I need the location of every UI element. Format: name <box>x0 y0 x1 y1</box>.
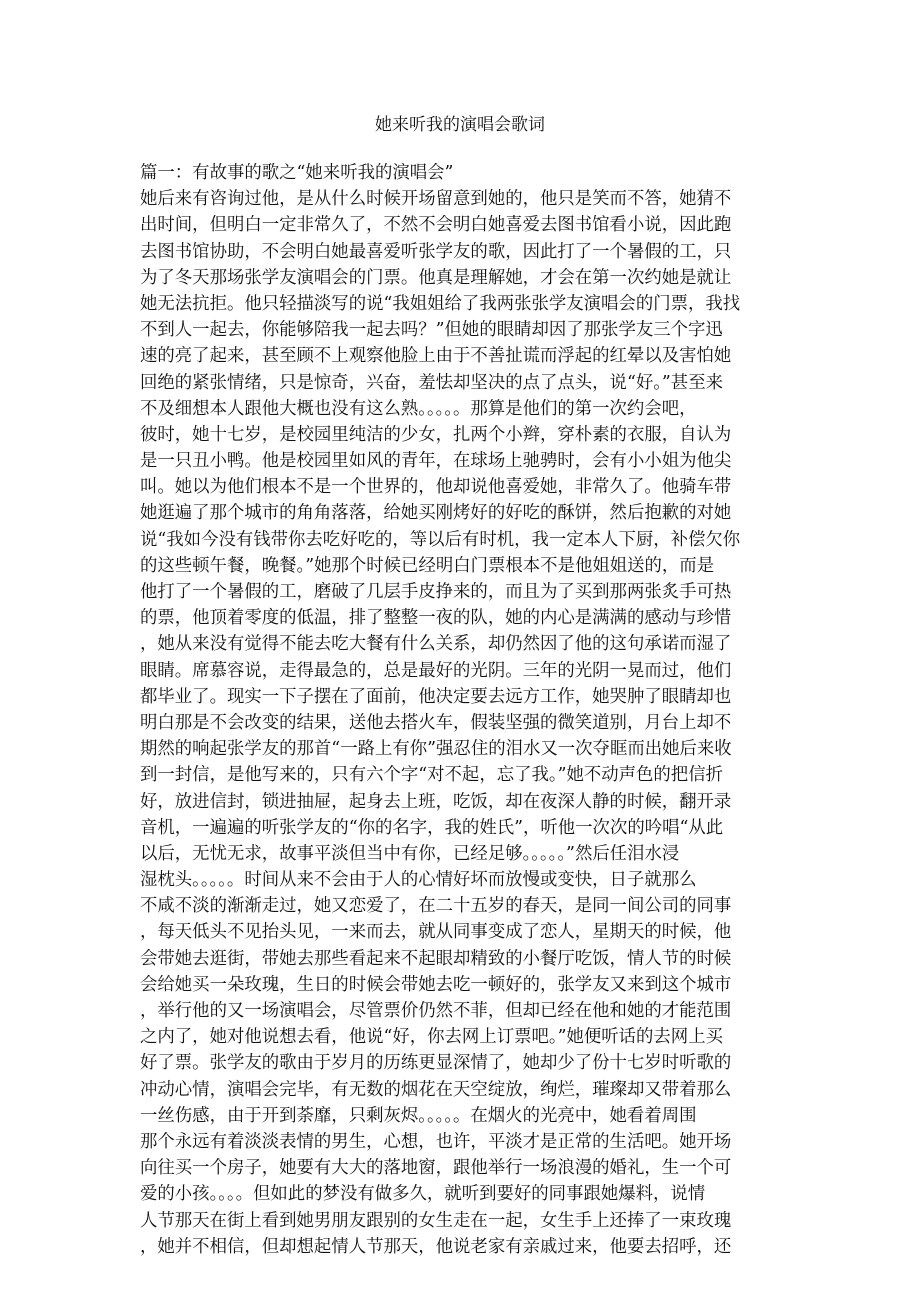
body-line: 她逛遍了那个城市的角角落落，给她买刚烤好的好吃的酥饼，然后抱歉的对她 <box>140 503 732 524</box>
body-line: 不及细想本人跟他大概也没有这么熟。。。。。那算是他们的第一次约会吧， <box>140 398 697 419</box>
body-line: 彼时，她十七岁，是校园里纯洁的少女，扎两个小辫，穿朴素的衣服，自认为 <box>140 424 732 445</box>
body-line: 向往买一个房子，她要有大大的落地窗，跟他举行一场浪漫的婚礼，生一个可 <box>140 1158 732 1179</box>
body-line: 的票，他顶着零度的低温，排了整整一夜的队，她的内心是满满的感动与珍惜 <box>140 608 732 629</box>
body-line: 的这些顿午餐，晚餐。”她那个时候已经明白门票根本不是他姐姐送的，而是 <box>140 555 715 576</box>
body-line: 去图书馆协助，不会明白她最喜爱听张学友的歌，因此打了一个暑假的工，只 <box>140 241 732 262</box>
body-line: 冲动心情，演唱会完毕，有无数的烟花在天空绽放，绚烂，璀璨却又带着那么 <box>140 1079 732 1100</box>
body-line: 那个永远有着淡淡表情的男生，心想，也许，平淡才是正常的生活吧。她开场 <box>140 1131 732 1152</box>
body-line: ，每天低头不见抬头见，一来而去，就从同事变成了恋人，星期天的时候，他 <box>140 922 732 943</box>
document-title: 她来听我的演唱会歌词 <box>375 115 545 135</box>
body-line: 不到人一起去，你能够陪我一起去吗？”但她的眼睛却因了那张学友三个字迅 <box>140 320 723 341</box>
body-line: 是一只丑小鸭。他是校园里如风的青年，在球场上驰骋时，会有小小姐为他尖 <box>140 451 732 472</box>
body-line: 会给她买一朵玫瑰，生日的时候会带她去吃一顿好的，张学友又来到这个城市 <box>140 974 732 995</box>
body-line: 一丝伤感，由于开到荼靡，只剩灰烬。。。。。在烟火的光亮中，她看着周围 <box>140 1105 697 1126</box>
body-line: 为了冬天那场张学友演唱会的门票。他真是理解她，才会在第一次约她是就让 <box>140 267 732 288</box>
body-line: 湿枕头。。。。。时间从来不会由于人的心情好坏而放慢或变快，日子就那么 <box>140 870 697 891</box>
body-line: 回绝的紧张情绪，只是惊奇，兴奋，羞怯却坚决的点了点头，说“好。”甚至来 <box>140 372 723 393</box>
body-line: 明白那是不会改变的结果，送他去搭火车，假装坚强的微笑道别，月台上却不 <box>140 712 732 733</box>
body-line: 好了票。张学友的歌由于岁月的历练更显深情了，她却少了份十七岁时听歌的 <box>140 1053 732 1074</box>
body-line: 他打了一个暑假的工，磨破了几层手皮挣来的，而且为了买到那两张炙手可热 <box>140 582 732 602</box>
section-heading: 篇一：有故事的歌之“她来听我的演唱会” <box>140 163 454 183</box>
body-line: 她后来有咨询过他，是从什么时候开场留意到她的，他只是笑而不答，她猜不 <box>140 189 732 210</box>
body-line: 会带她去逛街，带她去那些看起来不起眼却精致的小餐厅吃饭，情人节的时候 <box>140 948 732 969</box>
body-line: 都毕业了。现实一下子摆在了面前，他决定要去远方工作，她哭肿了眼睛却也 <box>140 686 732 707</box>
body-line: ，举行他的又一场演唱会，尽管票价仍然不菲，但却已经在他和她的才能范围 <box>140 1001 732 1021</box>
body-line: 她无法抗拒。他只轻描淡写的说“我姐姐给了我两张张学友演唱会的门票，我找 <box>140 293 741 314</box>
body-line: 期然的响起张学友的那首“一路上有你”强忍住的泪水又一次夺眶而出她后来收 <box>140 739 732 760</box>
body-line: 到一封信，是他写来的，只有六个字“对不起，忘了我。”她不动声色的把信折 <box>140 765 723 786</box>
body-line: 速的亮了起来，甚至顾不上观察他脸上由于不善扯谎而浮起的红晕以及害怕她 <box>140 346 732 367</box>
body-line: 人节那天在街上看到她男朋友跟别的女生走在一起，女生手上还捧了一束玫瑰 <box>140 1210 732 1231</box>
body-line: 音机，一遍遍的听张学友的“你的名字，我的姓氏”，听他一次次的吟唱“从此 <box>140 817 724 838</box>
body-line: 说“我如今没有钱带你去吃好吃的，等以后有时机，我一定本人下厨，补偿欠你 <box>140 529 741 550</box>
document-body <box>140 160 782 1260</box>
body-line: 以后，无忧无求，故事平淡但当中有你，已经足够。。。。。”然后任泪水浸 <box>140 843 680 864</box>
body-line: 眼睛。席慕容说，走得最急的，总是最好的光阴。三年的光阴一晃而过，他们 <box>140 660 732 681</box>
body-line: ，她并不相信，但却想起情人节那天，他说老家有亲戚过来，他要去招呼，还 <box>140 1236 732 1257</box>
body-line: 好，放进信封，锁进抽屉，起身去上班，吃饭，却在夜深人静的时候，翻开录 <box>140 791 732 812</box>
body-line: 不咸不淡的渐渐走过，她又恋爱了，在二十五岁的春天，是同一间公司的同事 <box>140 896 732 917</box>
body-line: 出时间，但明白一定非常久了，不然不会明白她喜爱去图书馆看小说，因此跑 <box>140 215 732 236</box>
body-line: 之内了，她对他说想去看，他说“好，你去网上订票吧。”她便听话的去网上买 <box>140 1027 723 1048</box>
body-line: 爱的小孩。。。。但如此的梦没有做多久，就听到要好的同事跟她爆料，说情 <box>140 1184 706 1205</box>
body-line: 叫。她以为他们根本不是一个世界的，他却说他喜爱她，非常久了。他骑车带 <box>140 477 732 498</box>
body-line: ，她从来没有觉得不能去吃大餐有什么关系，却仍然因了他的这句承诺而湿了 <box>140 634 732 655</box>
